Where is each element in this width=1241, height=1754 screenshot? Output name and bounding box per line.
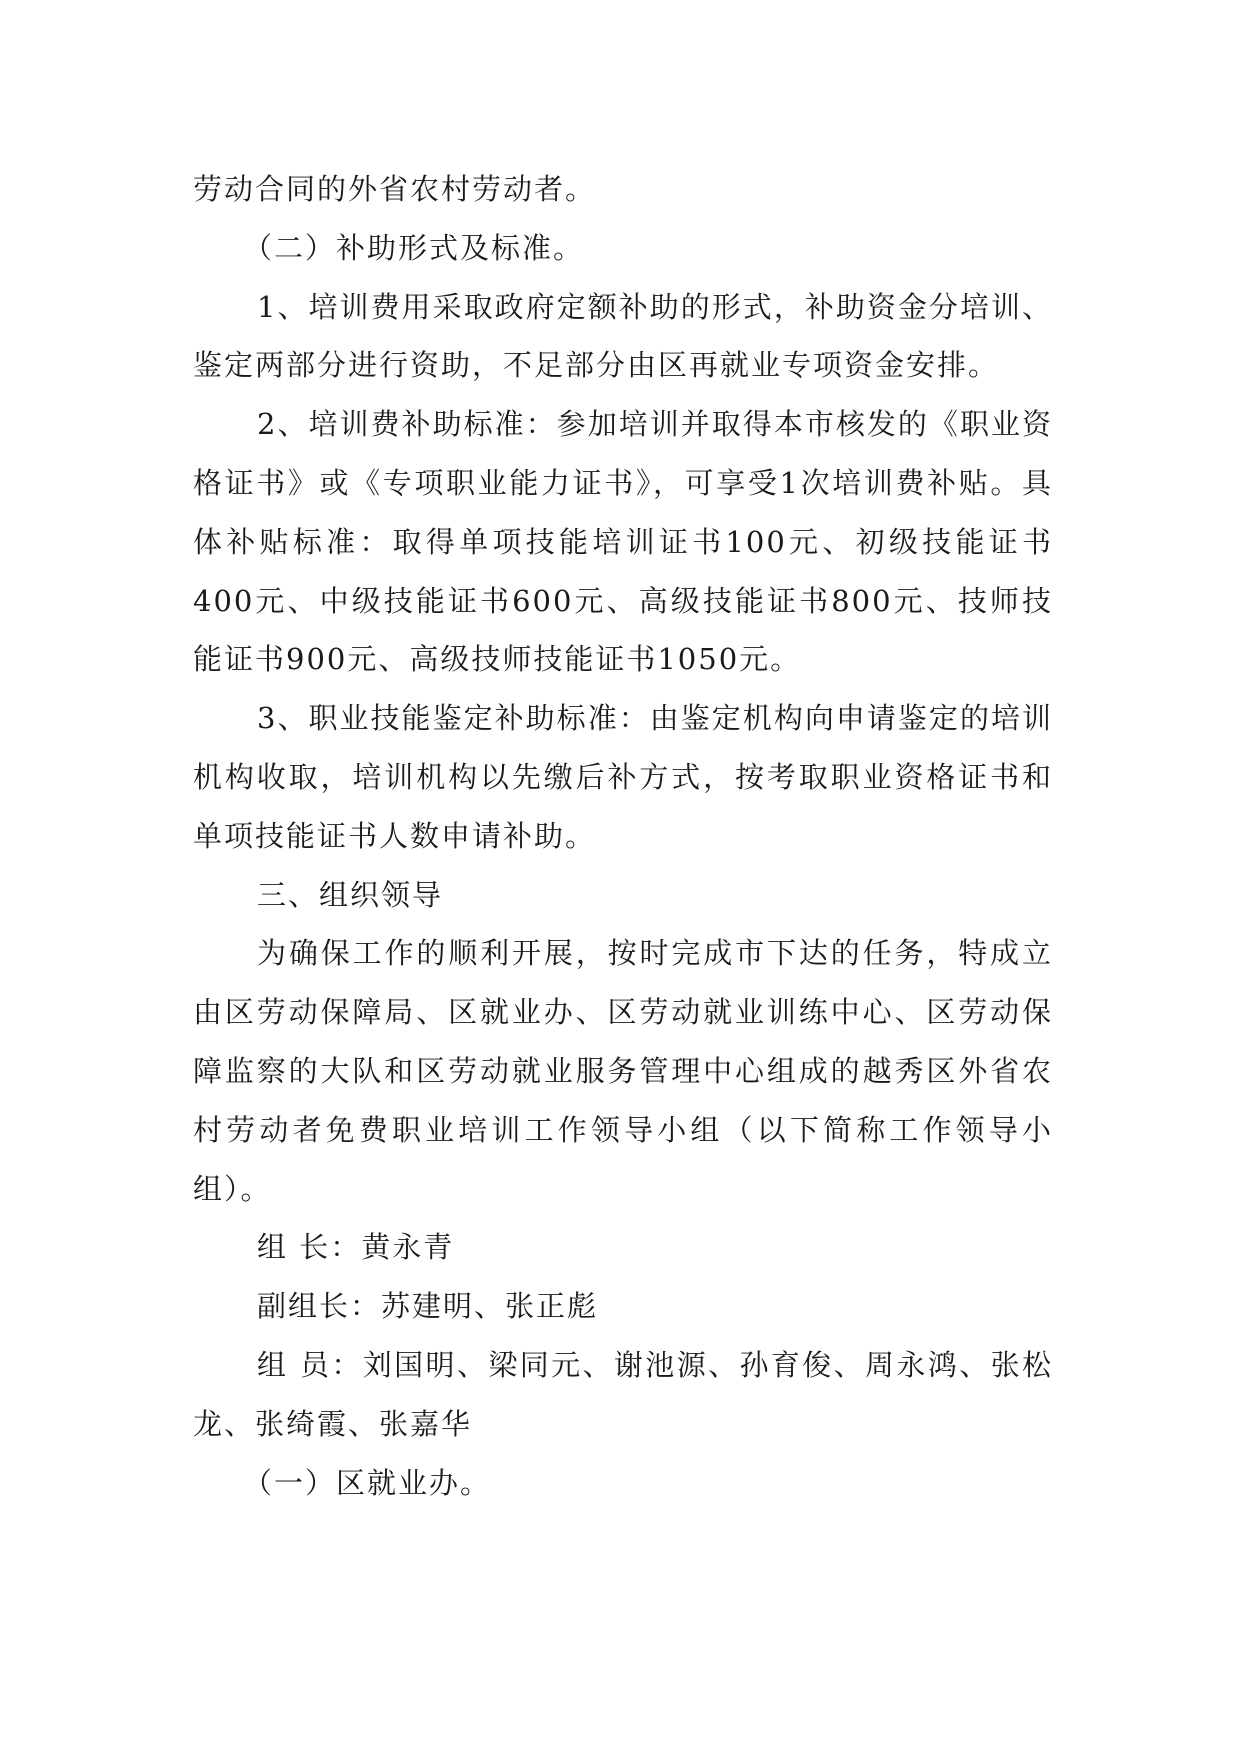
paragraph-item-1: 1、培训费用采取政府定额补助的形式，补助资金分培训、鉴定两部分进行资助，不足部分由区再就业专项资金安排。	[193, 289, 1053, 383]
section-heading-employment-office: （一）区就业办。	[243, 1465, 492, 1500]
deputy-leader-line: 副组长：苏建明、张正彪	[257, 1289, 599, 1324]
paragraph-organization: 为确保工作的顺利开展，按时完成市下达的任务，特成立由区劳动保障局、区就业办、区劳动就业训练中心、区劳动保障监察的大队和区劳动就业服务管理中心组成的越秀区外省农村劳动者免费职业培训工作领导小组（以下简称工作领导小组）。	[193, 936, 1053, 1206]
document-body	[193, 160, 1053, 1512]
group-leader-line: 组 长：黄永青	[257, 1230, 455, 1265]
paragraph-item-3: 3、职业技能鉴定补助标准：由鉴定机构向申请鉴定的培训机构收取，培训机构以先缴后补方式，按考取职业资格证书和单项技能证书人数申请补助。	[193, 701, 1053, 853]
paragraph-item-2: 2、培训费补助标准：参加培训并取得本市核发的《职业资格证书》或《专项职业能力证书》，可享受1次培训费补贴。具体补贴标准：取得单项技能培训证书100元、初级技能证书400元、中级技能证书600元、高级技能证书800元、技师技能证书900元、高级技师技能证书1050元。	[193, 407, 1053, 677]
section-heading-subsidy-form: （二）补助形式及标准。	[243, 230, 585, 265]
paragraph-continuation: 劳动合同的外省农村劳动者。	[193, 172, 597, 206]
section-heading-organization: 三、组织领导	[257, 877, 444, 912]
members-line: 组 员：刘国明、梁同元、谢池源、孙育俊、周永鸿、张松龙、张绮霞、张嘉华	[193, 1347, 1053, 1441]
